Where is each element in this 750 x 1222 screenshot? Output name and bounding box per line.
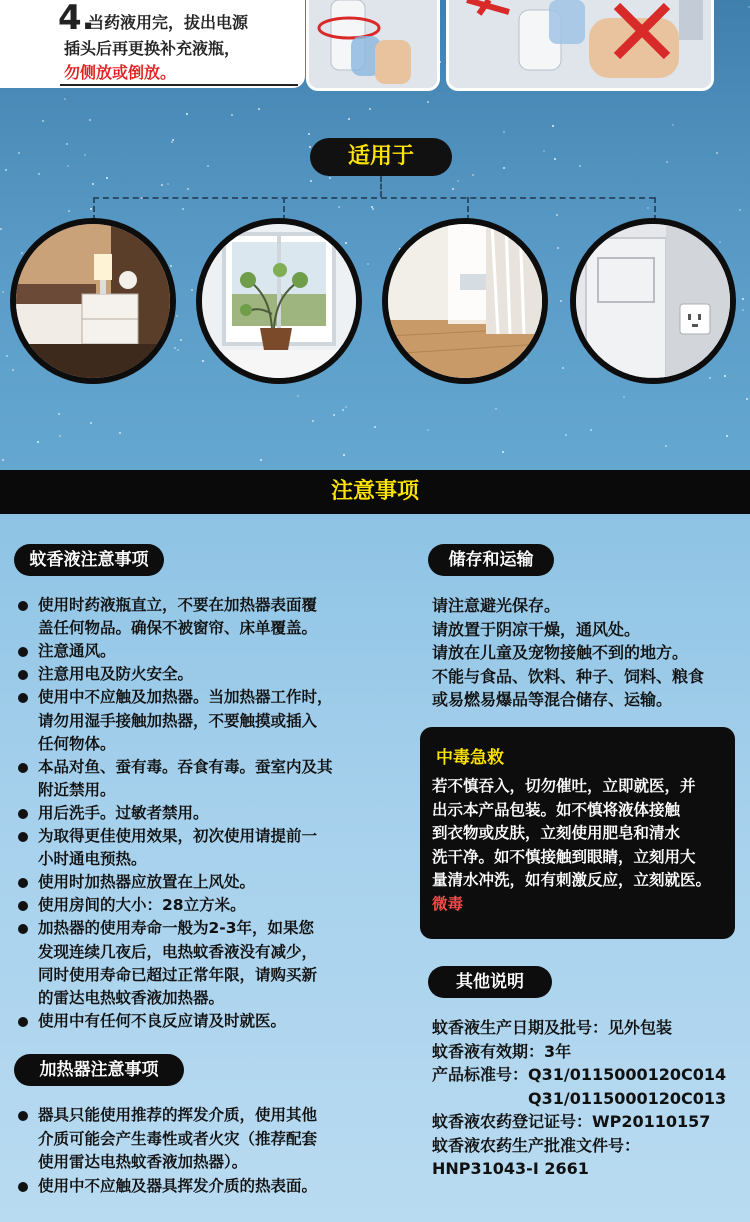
star xyxy=(42,120,44,122)
bullet-continuation: 盖任何物品。确保不被窗帘、床单覆盖。 xyxy=(38,619,318,638)
step-4-card xyxy=(0,0,305,88)
text-line: 出示本产品包装。如不慎将液体接触 xyxy=(432,800,681,819)
star xyxy=(59,435,61,437)
bullet-continuation: 附近禁用。 xyxy=(38,780,116,799)
star xyxy=(666,161,668,163)
text-line: Q31/0115000120C013 xyxy=(432,1088,727,1108)
room-photo-wall-outlet xyxy=(570,218,736,384)
storage-title: 储存和运输 xyxy=(428,544,554,576)
bullet-item: 使用中不应触及器具挥发介质的热表面。 xyxy=(38,1176,318,1195)
first-aid-title: 中毒急救 xyxy=(436,748,504,768)
bullet-dot xyxy=(18,901,28,911)
star xyxy=(12,369,14,371)
star xyxy=(21,252,23,254)
star xyxy=(312,420,314,422)
star xyxy=(647,207,649,209)
refill-photo xyxy=(306,0,440,91)
connector-line xyxy=(380,176,382,197)
star xyxy=(90,422,92,424)
star xyxy=(579,165,581,167)
star xyxy=(742,309,744,311)
star xyxy=(174,347,176,349)
star xyxy=(2,459,4,461)
bullet-item: 用后洗手。过敏者禁用。 xyxy=(38,803,209,822)
star xyxy=(562,367,564,369)
star xyxy=(258,108,260,110)
star xyxy=(333,414,335,416)
bullet-continuation: 任何物体。 xyxy=(38,734,116,753)
bullet-dot xyxy=(18,647,28,657)
star xyxy=(176,315,178,317)
star xyxy=(503,131,505,133)
step-underline xyxy=(60,84,298,86)
star xyxy=(543,150,545,152)
star xyxy=(67,165,69,167)
star xyxy=(177,349,179,351)
star xyxy=(64,98,66,100)
bullet-item: 使用时药液瓶直立，不要在加热器表面覆 xyxy=(38,596,318,614)
star xyxy=(495,408,497,410)
star xyxy=(106,177,108,179)
star xyxy=(726,435,728,437)
text-line: 若不慎吞入，切勿催吐，立即就医，并 xyxy=(432,777,696,795)
star xyxy=(724,375,726,377)
star xyxy=(260,459,262,461)
star xyxy=(503,167,505,169)
star xyxy=(2,291,4,293)
star xyxy=(119,432,121,434)
text-line: 不能与食品、饮料、种子、饲料、粮食 xyxy=(432,666,705,686)
connector-line xyxy=(93,197,655,199)
bullet-item: 加热器的使用寿命一般为2-3年，如果您 xyxy=(38,919,315,938)
star xyxy=(38,173,40,175)
star xyxy=(342,409,344,411)
star xyxy=(374,426,376,428)
star xyxy=(452,188,454,190)
star xyxy=(556,214,558,216)
star xyxy=(231,114,233,116)
bullet-dot xyxy=(18,763,28,773)
bullet-item: 使用中有任何不良反应请及时就医。 xyxy=(38,1011,287,1030)
liquid-notes-title: 蚊香液注意事项 xyxy=(14,544,164,576)
star xyxy=(58,413,60,415)
text-line: 到衣物或皮肤，立刻使用肥皂和清水 xyxy=(432,824,681,842)
other-notes-title: 其他说明 xyxy=(428,966,552,998)
heater-notes-title: 加热器注意事项 xyxy=(14,1054,184,1086)
star xyxy=(329,177,331,179)
step-warning-text: 勿侧放或倒放。 xyxy=(64,63,177,82)
star xyxy=(308,133,310,135)
star xyxy=(345,406,347,408)
text-line: HNP31043-I 2661 xyxy=(432,1159,589,1178)
bullet-continuation: 请勿用湿手接触加热器，不要触摸或插入 xyxy=(38,711,318,730)
step-text-line1: 当药液用完，拔出电源 xyxy=(88,13,249,32)
step-number: 4. xyxy=(58,0,95,38)
text-line: 或易燃易爆品等混合储存、运输。 xyxy=(432,690,673,709)
star xyxy=(170,265,172,267)
star xyxy=(0,228,2,230)
star xyxy=(557,247,559,249)
bullet-continuation: 的雷达电热蚊香液加热器。 xyxy=(38,988,225,1007)
bullet-item: 使用房间的大小：28立方米。 xyxy=(38,896,246,915)
star xyxy=(348,118,350,120)
star xyxy=(709,377,711,379)
text-line: 请放置于阴凉干燥，通风处。 xyxy=(432,619,641,639)
usage-section xyxy=(0,0,750,470)
star xyxy=(92,183,94,185)
star xyxy=(590,429,592,431)
star xyxy=(5,169,7,171)
star xyxy=(187,188,189,190)
star xyxy=(18,152,20,154)
room-photo-window xyxy=(196,218,362,384)
star xyxy=(552,125,554,127)
star xyxy=(665,445,667,447)
toxicity-label: 微毒 xyxy=(432,895,464,913)
bullet-item: 器具只能使用推荐的挥发介质，使用其他 xyxy=(38,1106,318,1124)
star xyxy=(345,242,347,244)
bullet-continuation: 介质可能会产生毒性或者火灾（推荐配套 xyxy=(38,1129,318,1148)
text-line: 蚊香液生产日期及批号：见外包装 xyxy=(432,1018,673,1037)
star xyxy=(309,146,311,148)
bullet-item: 为取得更佳使用效果，初次使用请提前一 xyxy=(38,827,318,845)
bullet-continuation: 小时通电预热。 xyxy=(38,850,147,869)
bullet-item: 注意通风。 xyxy=(38,642,116,661)
bullet-dot xyxy=(18,693,28,703)
bullet-dot xyxy=(18,924,28,934)
star xyxy=(427,429,429,431)
star xyxy=(66,143,68,145)
star xyxy=(427,101,429,103)
room-photo-living-room xyxy=(382,218,548,384)
text-line: 产品标准号：Q31/0115000120C014 xyxy=(432,1065,727,1084)
notice-heading: 注意事项 xyxy=(0,470,750,514)
star xyxy=(369,108,371,110)
bullet-dot xyxy=(18,1182,28,1192)
star xyxy=(746,398,748,400)
star xyxy=(90,208,92,210)
bullet-continuation: 同时使用寿命已超过正常年限，请购买新 xyxy=(38,965,318,984)
star xyxy=(525,359,527,361)
star xyxy=(338,206,340,208)
star xyxy=(167,183,169,185)
star xyxy=(180,339,182,341)
star xyxy=(672,124,674,126)
text-line: 请放在儿童及宠物接触不到的地方。 xyxy=(432,643,689,662)
star xyxy=(161,184,163,186)
bullet-dot xyxy=(18,601,28,611)
star xyxy=(186,113,188,115)
suitable-for-badge: 适用于 xyxy=(310,138,452,176)
star xyxy=(565,434,567,436)
star xyxy=(68,210,70,212)
star xyxy=(560,300,562,302)
text-line: 蚊香液农药生产批准文件号： xyxy=(432,1135,641,1155)
room-photo-bedroom xyxy=(10,218,176,384)
bullet-item: 本品对鱼、蚕有毒。吞食有毒。蚕室内及其 xyxy=(38,757,333,776)
star xyxy=(207,165,209,167)
bullet-continuation: 使用雷达电热蚊香液加热器）。 xyxy=(38,1153,248,1171)
text-line: 量清水冲洗，如有刺激反应，立刻就医。 xyxy=(432,871,712,889)
star xyxy=(89,119,91,121)
bullet-dot xyxy=(18,1111,28,1121)
bullet-dot xyxy=(18,670,28,680)
bullet-dot xyxy=(18,832,28,842)
bullet-item: 使用时加热器应放置在上风处。 xyxy=(38,873,256,892)
star xyxy=(191,289,193,291)
text-line: 请注意避光保存。 xyxy=(432,596,561,615)
star xyxy=(6,355,8,357)
text-line: 洗干净。如不慎接触到眼睛，立刻用大 xyxy=(432,847,696,866)
star xyxy=(742,298,744,300)
star xyxy=(457,180,459,182)
star xyxy=(310,180,312,182)
star xyxy=(739,209,741,211)
star xyxy=(37,441,39,443)
bullet-dot xyxy=(18,809,28,819)
bullet-continuation: 发现连续几夜后，电热蚊香液没有减少， xyxy=(38,942,318,961)
star xyxy=(171,141,173,143)
wrong-placement-photo xyxy=(446,0,714,91)
star xyxy=(84,154,86,156)
star xyxy=(182,208,184,210)
star xyxy=(202,360,204,362)
first-aid-box xyxy=(420,727,735,939)
step-text-line2: 插头后再更换补充液瓶， xyxy=(64,39,241,58)
star xyxy=(502,451,504,453)
star xyxy=(297,395,299,397)
star xyxy=(554,158,556,160)
text-line: 蚊香液有效期：3年 xyxy=(432,1041,572,1061)
star xyxy=(367,263,369,265)
star xyxy=(716,152,718,154)
star xyxy=(472,174,474,176)
star xyxy=(372,208,374,210)
text-line: 蚊香液农药登记证号：WP20110157 xyxy=(432,1112,711,1131)
star xyxy=(343,454,345,456)
star xyxy=(719,241,721,243)
bullet-dot xyxy=(18,878,28,888)
bullet-item: 注意用电及防火安全。 xyxy=(38,665,194,684)
bullet-item: 使用中不应触及加热器。当加热器工作时， xyxy=(38,688,333,707)
bullet-dot xyxy=(18,1017,28,1027)
star xyxy=(623,396,625,398)
